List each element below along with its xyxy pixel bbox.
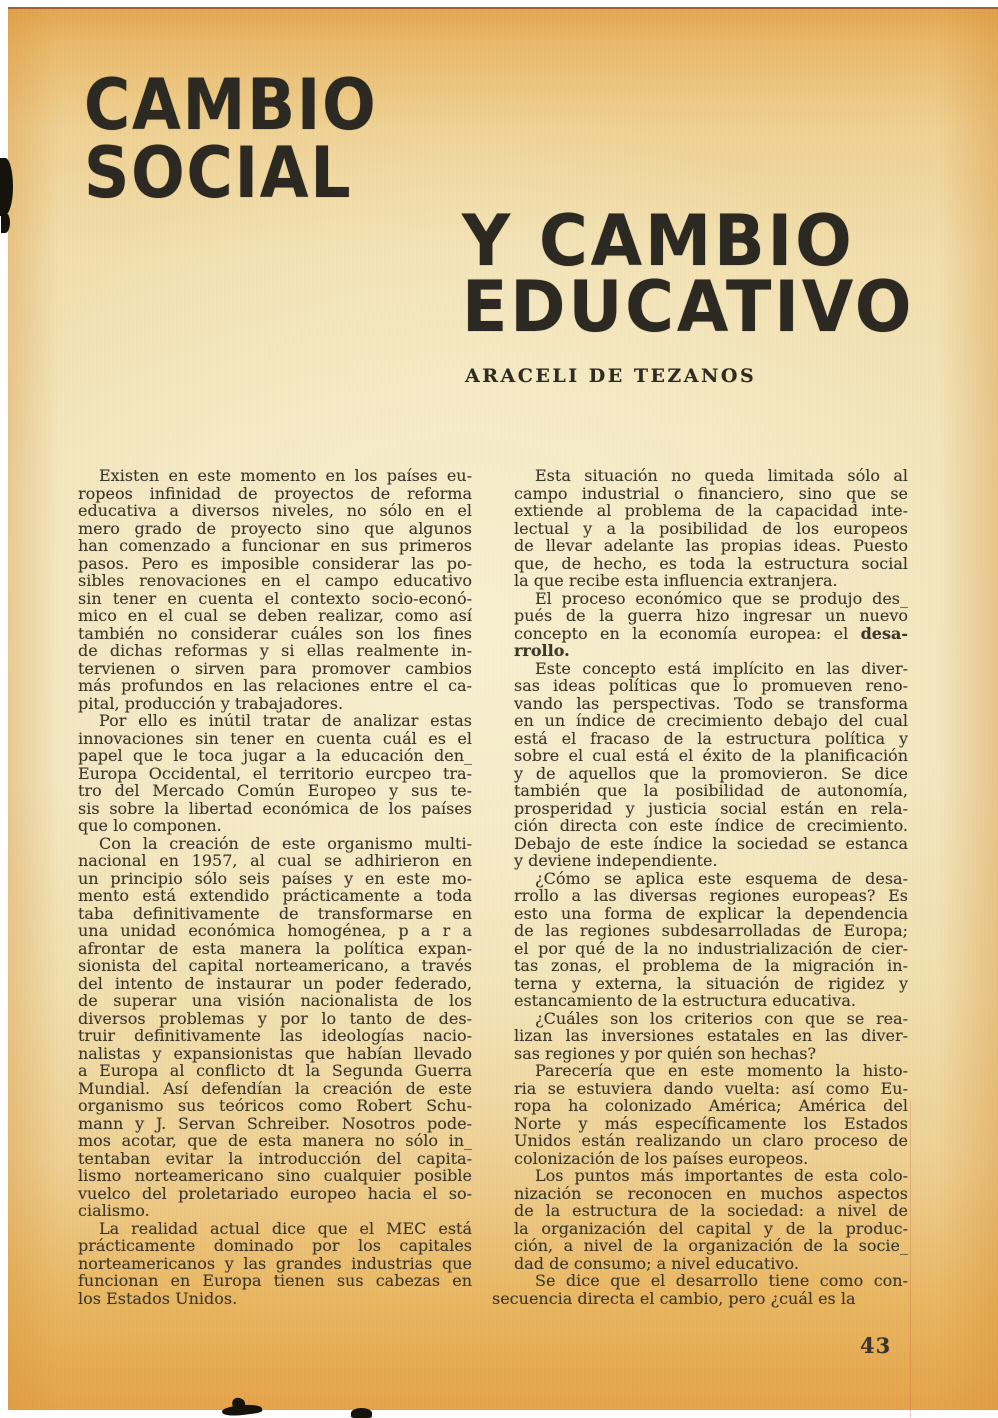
paragraph	[514, 590, 908, 660]
scan-edge-bottom	[0, 1410, 998, 1418]
article-author: ARACELI DE TEZANOS	[465, 365, 757, 387]
text-line: lismo norteamericano sino cualquier posible	[78, 1166, 472, 1185]
text-line: taba definitivamente de transformarse en	[78, 903, 472, 923]
text-line: el por qué de la no industrialización de cier-	[514, 938, 908, 958]
text-line: mann y J. Servan Schreiber. Nosotros pode-	[78, 1113, 472, 1133]
text-line: del intento de instaurar un poder federado,	[78, 973, 472, 993]
text-line: y de aquellos que la promovieron. Se dice	[514, 763, 908, 783]
text-line: Con la creación de este organismo multi-	[99, 833, 472, 853]
article-title-line-4: EDUCATIVO	[462, 266, 915, 348]
text-line: Los puntos más importantes de esta colo-	[535, 1166, 908, 1185]
text-line: sobre el cual está el éxito de la planificación	[514, 746, 908, 765]
text-line: sibles renovaciones en el campo educativo	[78, 571, 472, 590]
text-line: esto una forma de explicar la dependencia	[514, 903, 908, 923]
text-line: de la estructura de la sociedad: a nivel de	[514, 1201, 908, 1220]
text-line: de las regiones subdesarrolladas de Europa;	[514, 921, 908, 940]
text-line: extiende al problema de la capacidad inte-	[514, 501, 908, 520]
text-line: más profundos en las relaciones entre el ca-	[78, 676, 472, 695]
text-line: sas ideas políticas que lo promueven reno-	[514, 676, 908, 695]
paragraph	[78, 467, 472, 712]
text-line: tas zonas, el problema de la migración in-	[514, 956, 908, 975]
scan-edge-top	[0, 0, 998, 7]
text-line: rrollo a las diversas regiones europeas? Es	[514, 886, 908, 905]
text-line: norteamericanos y las grandes industrias que	[78, 1253, 472, 1273]
text-line: rrollo.	[514, 641, 570, 660]
text-line: vando las perspectivas. Todo se transforma	[514, 693, 908, 713]
paragraph	[514, 1062, 908, 1167]
paragraph	[514, 1010, 908, 1063]
text-line: innovaciones sin tener en cuenta cuál es el	[78, 728, 472, 748]
text-line: lizan las inversiones estatales en las diver-	[514, 1026, 908, 1045]
text-line: papel que le toca jugar a la educación den_	[78, 746, 472, 765]
paragraph	[514, 1167, 908, 1272]
text-line: Norte y más específicamente los Estados	[514, 1113, 908, 1133]
text-line: dad de consumo; a nivel educativo.	[514, 1253, 799, 1273]
text-line: mos acotar, que de esta manera no sólo in_	[78, 1131, 472, 1150]
article-title-line-1: CAMBIO	[84, 64, 378, 146]
text-line: de superar una visión nacionalista de los	[78, 991, 472, 1010]
text-line: está el fracaso de la estructura política y	[514, 728, 908, 748]
text-line: un principio sólo seis países y en este mo-	[78, 868, 472, 888]
binding-ink-smudge-small	[1, 213, 10, 233]
text-line: que, de hecho, es toda la estructura social	[514, 553, 908, 573]
text-line: organismo sus teóricos como Robert Schu-	[78, 1096, 472, 1115]
text-line: El proceso económico que se produjo des_	[535, 588, 908, 608]
paragraph	[78, 835, 472, 1220]
text-line: los Estados Unidos.	[78, 1288, 238, 1308]
text-line: educativa a diversos niveles, no sólo en el	[78, 501, 472, 520]
text-line: ropa ha colonizado América; América del	[514, 1096, 908, 1115]
text-line: sis sobre la libertad económica de los países	[78, 798, 472, 818]
text-line: Esta situación no queda limitada sólo al	[535, 466, 908, 485]
text-line: Mundial. Así defendían la creación de este	[78, 1078, 472, 1098]
text-line: mento está extendido prácticamente a toda	[78, 886, 472, 905]
text-line: Por ello es inútil tratar de analizar estas	[99, 711, 472, 730]
text-line: la organización del capital y de la produc-	[514, 1218, 908, 1238]
text-line: de dichas reformas y si ellas realmente in-	[78, 641, 472, 660]
article-right-column	[492, 466, 908, 1308]
text-line: tervienen o sirven para promover cambios	[78, 658, 472, 678]
text-line: ropeos infinidad de proyectos de reforma	[78, 483, 472, 503]
text-line: pués de la guerra hizo ingresar un nuevo	[514, 606, 908, 625]
paragraph	[514, 870, 908, 1010]
text-line: pasos. Pero es imposible considerar las po-	[78, 553, 472, 573]
text-line: concepto en la economía europea: el desa-	[514, 623, 908, 643]
text-line: mico en el cual se deben realizar, como así	[78, 606, 472, 625]
text-line: lectual y a la posibilidad de los europeos	[514, 518, 908, 538]
text-line: Se dice que el desarrollo tiene como con-	[535, 1271, 908, 1290]
text-line: funcionan en Europa tienen sus cabezas en	[78, 1271, 472, 1290]
text-line: Este concepto está implícito en las diver-	[535, 658, 908, 678]
text-line: colonización de los países europeos.	[514, 1148, 809, 1168]
text-line: mero grado de proyecto sino que algunos	[78, 518, 472, 538]
text-line: nacional en 1957, al cual se adhirieron en	[78, 851, 472, 870]
text-line: cialismo.	[78, 1201, 150, 1220]
page-top-print-rule	[0, 7, 998, 9]
text-line: ción directa con este índice de crecimiento.	[514, 816, 908, 835]
text-line: ria se estuviera dando vuelta: así como Eu-	[514, 1078, 908, 1098]
text-line: en un índice de crecimiento debajo del cual	[514, 711, 908, 730]
text-line: vuelco del proletariado europeo hacia el so-	[78, 1183, 472, 1203]
text-line: también no considerar cuáles son los fines	[78, 623, 472, 643]
article-left-column	[78, 467, 472, 1307]
paragraph	[492, 1271, 908, 1308]
bottom-ink-mark-3	[351, 1408, 372, 1418]
text-line: sin tener en cuenta el contexto socio-econó-	[78, 588, 472, 608]
text-line: de llevar adelante las propias ideas. Puesto	[514, 536, 908, 555]
text-line: tro del Mercado Común Europeo y sus te-	[78, 781, 472, 800]
binding-ink-smudge	[0, 158, 13, 216]
text-line: que lo componen.	[78, 816, 222, 835]
text-line: prosperidad y justicia social están en rela-	[514, 798, 908, 818]
text-line: la que recibe esta influencia extranjera.	[514, 571, 838, 590]
text-line: sionista del capital norteamericano, a través	[78, 956, 472, 975]
text-line: ¿Cuáles son los criterios con que se rea-	[535, 1008, 908, 1028]
text-line: a Europa al conflicto dt la Segunda Guerra	[78, 1061, 472, 1080]
text-line: Parecería que en este momento la histo-	[535, 1061, 908, 1080]
text-line: ción, a nivel de la organización de la socie_	[514, 1236, 908, 1255]
text-line: La realidad actual dice que el MEC está	[99, 1218, 472, 1238]
text-line: nalistas y expansionistas que habían llevado	[78, 1043, 472, 1063]
text-line: nización se reconocen en muchos aspectos	[514, 1183, 908, 1203]
text-line: afrontar de esta manera la política expan-	[78, 938, 472, 958]
text-line: han comenzado a funcionar en sus primeros	[78, 536, 472, 555]
article-title-line-3: Y CAMBIO	[462, 200, 855, 282]
text-line: y deviene independiente.	[514, 851, 718, 870]
paper-crease	[910, 1100, 911, 1418]
text-line: campo industrial o financiero, sino que se	[514, 483, 908, 503]
text-line: diversos problemas y por lo tanto de des-	[78, 1008, 472, 1028]
article-title-line-2: SOCIAL	[84, 132, 353, 214]
text-line: prácticamente dominado por los capitales	[78, 1236, 472, 1255]
text-line: Debajo de este índice la sociedad se estanca	[514, 833, 908, 853]
paragraph	[78, 1220, 472, 1308]
text-line: Unidos están realizando un claro proceso de	[514, 1131, 908, 1150]
text-line: Europa Occidental, el territorio eurcpeo tra-	[78, 763, 472, 783]
text-line: sas regiones y por quién son hechas?	[514, 1043, 817, 1063]
text-line: ¿Cómo se aplica este esquema de desa-	[535, 868, 908, 888]
text-line: Existen en este momento en los países eu-	[99, 466, 472, 485]
text-line: terna y externa, la situación de rigidez y	[514, 973, 908, 993]
text-line: también que la posibilidad de autonomía,	[514, 781, 908, 800]
paragraph	[78, 712, 472, 835]
text-line: una unidad económica homogénea, p a r a	[78, 921, 472, 940]
text-line: truir definitivamente las ideologías nacio-	[78, 1026, 472, 1045]
text-line: estancamiento de la estructura educativa.	[514, 991, 856, 1010]
paragraph	[514, 467, 908, 590]
paragraph	[514, 660, 908, 870]
page-number: 43	[860, 1333, 892, 1358]
text-line: tentaban evitar la introducción del capita-	[78, 1148, 472, 1168]
text-line: pital, producción y trabajadores.	[78, 693, 344, 713]
text-line: secuencia directa el cambio, pero ¿cuál es la	[492, 1288, 856, 1308]
